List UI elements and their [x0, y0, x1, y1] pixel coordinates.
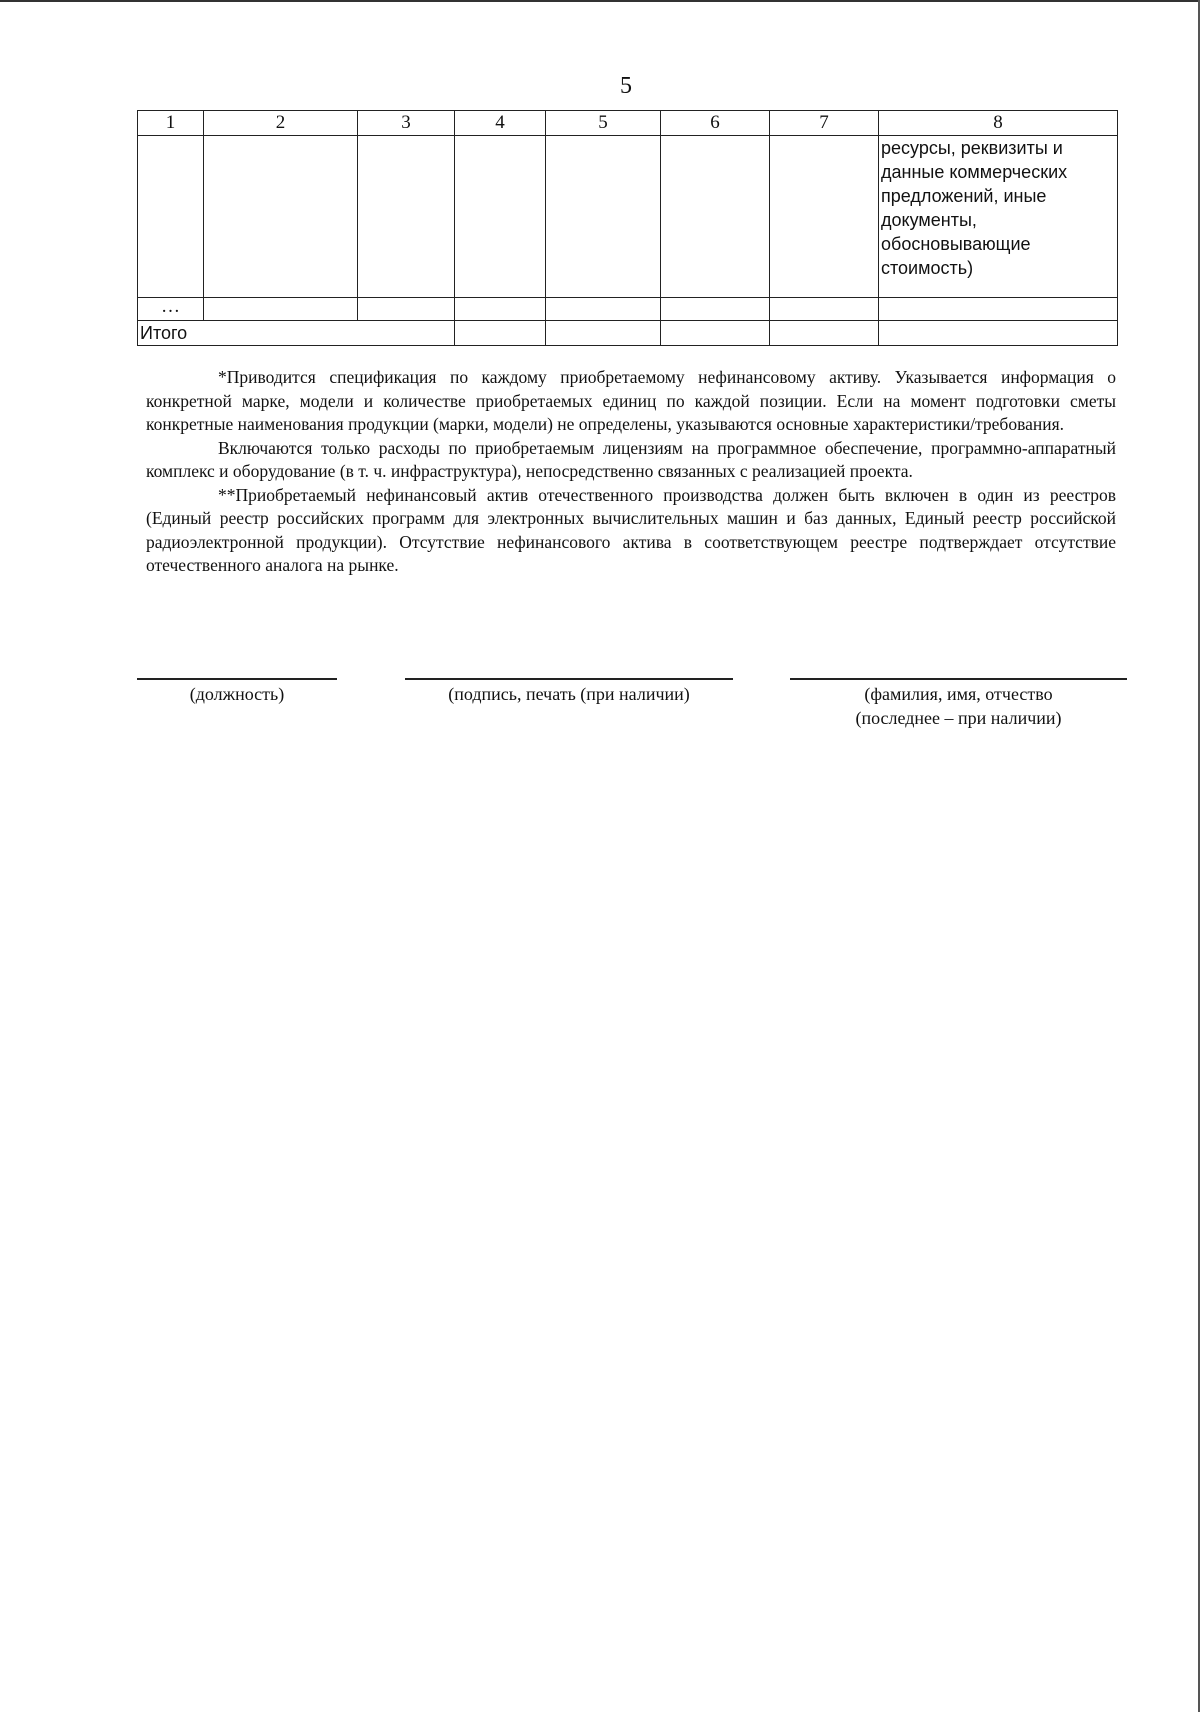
- position-signature-line: [137, 678, 337, 680]
- signature-line: [405, 678, 733, 680]
- column-number: 4: [455, 111, 546, 136]
- total-label: Итого: [138, 321, 455, 346]
- table-cell: [546, 136, 661, 298]
- ellipsis-cell: …: [138, 298, 204, 321]
- table-cell: [455, 321, 546, 346]
- name-label-line1: (фамилия, имя, отчество: [864, 684, 1053, 704]
- column-number: 6: [661, 111, 770, 136]
- position-label: (должность): [189, 684, 285, 704]
- page-number: 5: [620, 73, 632, 99]
- table-cell: [879, 298, 1118, 321]
- table-row-ellipsis: [138, 298, 1118, 321]
- name-label-line2: (последнее – при наличии): [855, 708, 1062, 728]
- table-cell: [770, 321, 879, 346]
- scan-edge-top: [0, 0, 1200, 2]
- table-row: [138, 136, 1118, 298]
- table-cell: [204, 298, 358, 321]
- table-cell: [455, 298, 546, 321]
- column-number: 2: [204, 111, 358, 136]
- table-cell: [661, 136, 770, 298]
- footnotes: [146, 366, 1116, 578]
- table-cell: [138, 136, 204, 298]
- table-cell: [546, 298, 661, 321]
- table-cell: [661, 321, 770, 346]
- footnote-specification: *Приводится спецификация по каждому приобретаемому нефинансовому активу. Указывается информация о конкретной марке, модели и количестве приобретаемых единиц по каждой позиции. Если на момент подготовки сметы конкретные наименования продукции (марки, модели) не определены, указываются основные характеристики/требования.: [146, 367, 1116, 434]
- table-cell: [455, 136, 546, 298]
- table-header-row: [138, 111, 1118, 136]
- column-number: 1: [138, 111, 204, 136]
- column-number: 8: [879, 111, 1118, 136]
- footnote-registry: **Приобретаемый нефинансовый актив отечественного производства должен быть включен в один из реестров (Единый реестр российских программ для электронных вычислительных машин и баз данных, Единый реестр российской радиоэлектронной продукции). Отсутствие нефинансового актива в соответствующем реестре подтверждает отсутствие отечественного аналога на рынке.: [146, 484, 1116, 575]
- column-number: 5: [546, 111, 661, 136]
- table-cell: [358, 136, 455, 298]
- table-cell: [879, 321, 1118, 346]
- name-signature-line: [790, 678, 1127, 680]
- footnote-licenses: Включаются только расходы по приобретаемым лицензиям на программное обеспечение, программно-аппаратный комплекс и оборудование (в т. ч. инфраструктура), непосредственно связанных с реализацией проекта.: [146, 437, 1116, 481]
- signature-label: (подпись, печать (при наличии): [448, 684, 690, 704]
- table-cell: [770, 136, 879, 298]
- justification-cell: ресурсы, реквизиты и данные коммерческих предложений, иные документы, обосновывающие стоимость): [879, 136, 1118, 298]
- table-cell: [770, 298, 879, 321]
- specification-table: [137, 110, 1118, 346]
- table-cell: [546, 321, 661, 346]
- column-number: 3: [358, 111, 455, 136]
- table-cell: [358, 298, 455, 321]
- table-cell: [661, 298, 770, 321]
- table-total-row: [138, 321, 1118, 346]
- column-number: 7: [770, 111, 879, 136]
- table-cell: [204, 136, 358, 298]
